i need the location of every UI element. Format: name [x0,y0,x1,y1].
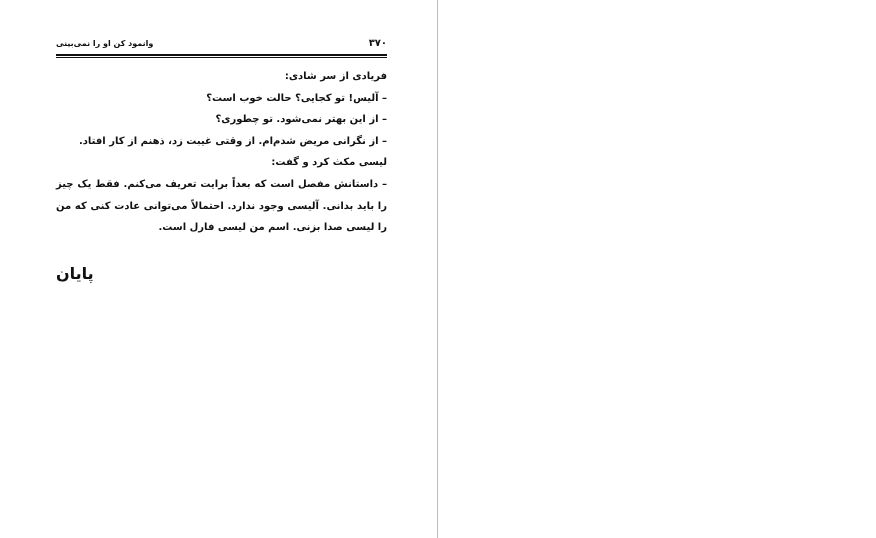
dialogue-line: – داستانش مفصل است که بعداً برایت تعریف می‌کنم. فقط یک چیز را باید بدانی. آلیسی وجود ندارد. احتمالاً می‌توانی عادت کنی که من را لیسی صدا بزنی. اسم من لیسی فارل است. [56,178,387,234]
dialogue-line: – از این بهتر نمی‌شود. تو چطوری؟ [215,114,387,126]
right-page-blank [438,0,876,538]
paragraph: فریادی از سر شادی: [284,71,387,82]
running-header [56,38,387,52]
left-page [0,0,437,538]
paragraph: لیسی مکث کرد و گفت: [271,157,387,169]
running-title: وانمود کن او را نمی‌بینی [56,39,154,48]
page-number: ۳۷۰ [368,38,387,49]
header-rule [56,54,387,58]
dialogue-line: – از نگرانی مریض شدم‌ام. از وقتی غیبت زد، ذهنم از کار افتاد. [78,135,387,147]
body-text [56,66,387,239]
dialogue-line: – آلیس! تو کجایی؟ حالت خوب است؟ [206,92,387,104]
the-end-heading: پایان [56,264,94,283]
